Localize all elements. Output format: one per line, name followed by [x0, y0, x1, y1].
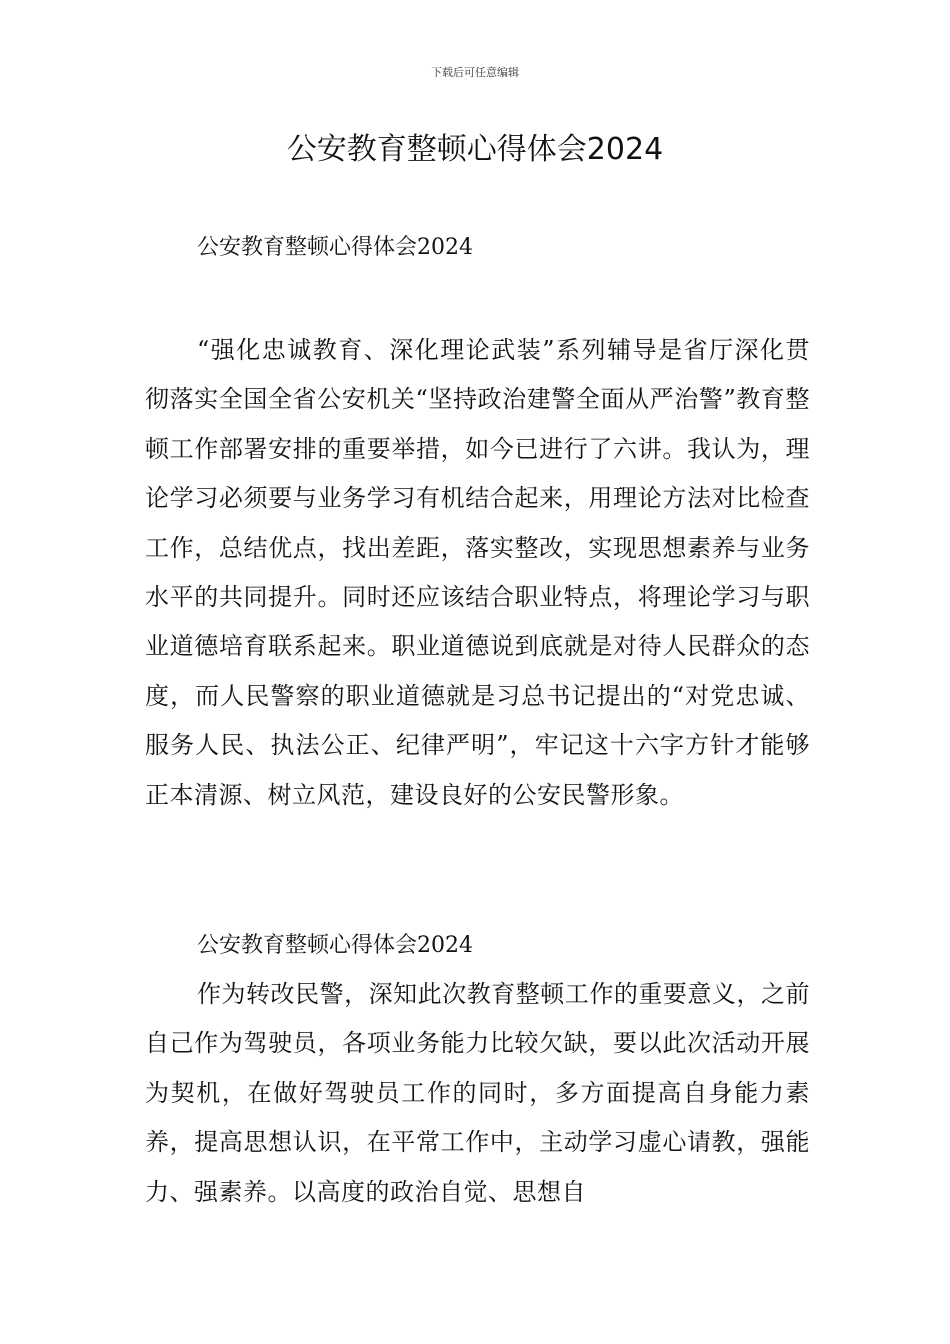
section-body-1 [145, 326, 810, 820]
document-title: 公安教育整顿心得体会2024 [286, 132, 664, 167]
paragraph-2: 作为转改民警，深知此次教育整顿工作的重要意义，之前自己作为驾驶员，各项业务能力比较欠缺，要以此次活动开展为契机，在做好驾驶员工作的同时，多方面提高自身能力素养，提高思想认识，在平常工作中，主动学习虚心请教，强能力、强素养。以高度的政治自觉、思想自 [145, 980, 810, 1206]
section-heading-1: 公安教育整顿心得体会2024 [197, 235, 473, 260]
header-note: 下载后可任意编辑 [431, 66, 519, 79]
section-heading-2: 公安教育整顿心得体会2024 [197, 933, 473, 958]
paragraph-1: “强化忠诚教育、深化理论武装”系列辅导是省厅深化贯彻落实全国全省公安机关“坚持政治建警全面从严治警”教育整顿工作部署安排的重要举措，如今已进行了六讲。我认为，理论学习必须要与业务学习有机结合起来，用理论方法对比检查工作，总结优点，找出差距，落实整改，实现思想素养与业务水平的共同提升。同时还应该结合职业特点，将理论学习与职业道德培育联系起来。职业道德说到底就是对待人民群众的态度，而人民警察的职业道德就是习总书记提出的“对党忠诚、服务人民、执法公正、纪律严明”，牢记这十六字方针才能够正本清源、树立风范，建设良好的公安民警形象。 [145, 336, 810, 809]
section-body-2 [145, 970, 810, 1217]
